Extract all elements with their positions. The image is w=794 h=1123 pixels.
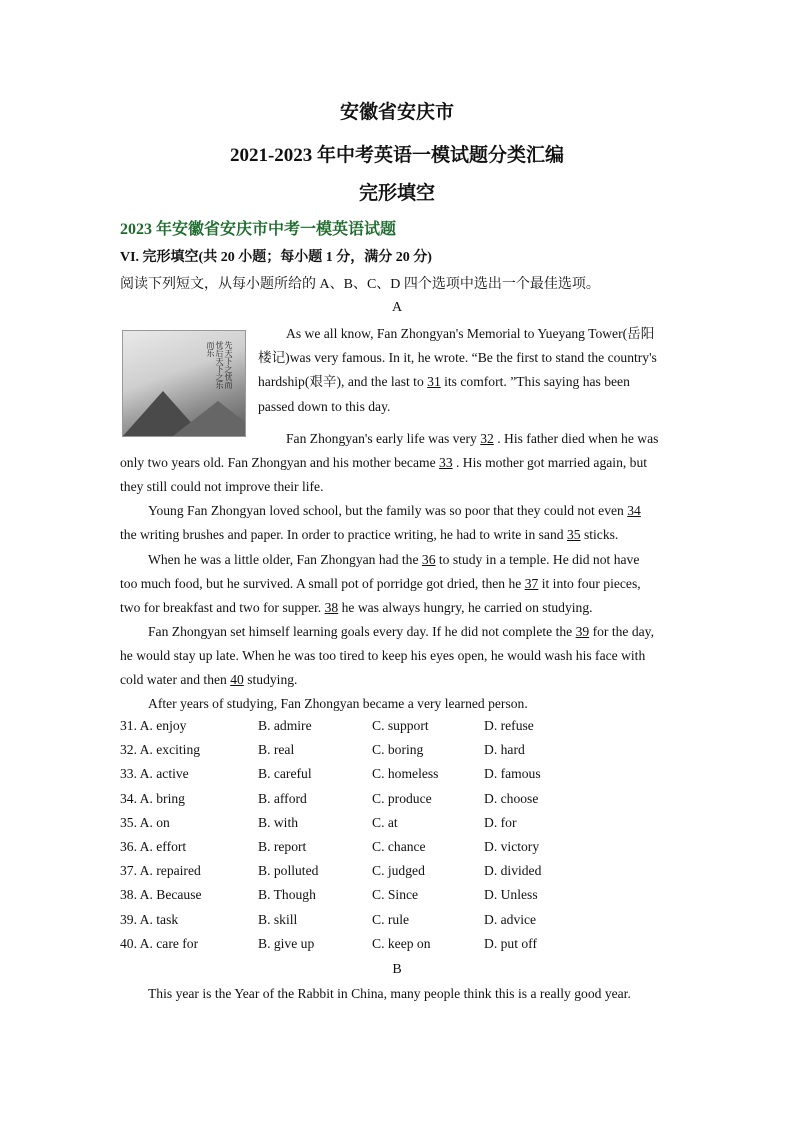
p1-line: As we all know, Fan Zhongyan's Memorial to Yueyang Tower(岳阳 [286,326,655,341]
calligraphy-text: 先天下之忧而忧后天下之乐而乐 [206,341,233,389]
blank-37: 37 [524,576,539,592]
blank-40: 40 [230,672,244,688]
option-35-d: D. for [484,814,517,830]
blank-33: 33 [439,455,453,470]
paragraph-5: Fan Zhongyan set himself learning goals every day. If he did not complete the 39 for the day, he would stay up late. When he was too tired to keep his eyes open, he would wash his face with cold water and then 40 studying. [120,624,654,688]
doc-title-type: 完形填空 [358,183,435,204]
section-subheading: VI. 完形填空(共 20 小题；每小题 1 分，满分 20 分) [120,250,432,265]
paragraph-2-line1: Fan Zhongyan's early life was very 32 . His father died when he was [286,431,659,446]
option-34-b: B. afford [258,790,307,806]
option-33-c: C. homeless [372,766,439,782]
p1-line: 楼记)was very famous. In it, he wrote. “Be the first to stand the country's [258,350,657,366]
option-38-c: C. Since [372,887,419,903]
option-40-d: D. put off [484,935,537,951]
option-31-a: 31. A. enjoy [120,718,187,733]
option-36-c: C. chance [372,839,426,854]
option-32-c: C. boring [372,742,424,758]
option-33-a: 33. A. active [120,766,189,782]
option-31-d: D. refuse [484,718,534,733]
blank-35: 35 [566,527,581,543]
option-40-c: C. keep on [372,935,431,951]
blank-36: 36 [421,552,436,567]
option-34-a: 34. A. bring [120,790,185,806]
option-37-c: C. judged [372,863,425,879]
option-39-d: D. advice [484,911,537,927]
blank-31: 31 [427,374,441,390]
blank-38: 38 [324,600,339,616]
passage-b-first-line: This year is the Year of the Rabbit in China, many people think this is a really good year. [148,986,631,1001]
paragraph-6: After years of studying, Fan Zhongyan became a very learned person. [148,696,528,711]
option-36-b: B. report [258,839,307,854]
option-31-c: C. support [372,718,429,733]
passage-label-a: A [391,300,403,315]
option-37-b: B. polluted [258,863,319,879]
paragraph-4: When he was a little older, Fan Zhongyan had the 36 to study in a temple. He did not have too much food, but he survived. A small pot of porridge got dried, then he 37 it into four pieces, two for breakfast and two for supper. 38 he was always hungry, he carried on studying. [120,552,641,616]
option-34-c: C. produce [372,790,432,806]
doc-title-range: 2021-2023 年中考英语一模试题分类汇编 [229,145,565,166]
p1-line: hardship(艰辛), and the last to 31 its comfort. ”This saying has been [258,374,630,390]
option-40-a: 40. A. care for [120,935,199,951]
doc-title-region: 安徽省安庆市 [339,102,454,123]
option-36-d: D. victory [484,839,540,854]
option-39-b: B. skill [258,911,298,927]
option-33-b: B. careful [258,766,312,782]
passage-label-b: B [392,962,402,977]
option-37-d: D. divided [484,863,542,879]
paragraph-3: Young Fan Zhongyan loved school, but the family was so poor that they could not even 34 the writing brushes and paper. In order to practice writing, he had to write in sand 35 sticks. [120,503,641,543]
option-36-a: 36. A. effort [120,839,187,854]
blank-39: 39 [575,624,590,639]
option-33-d: D. famous [484,766,541,782]
instruction: 阅读下列短文，从每小题所给的 A、B、C、D 四个选项中选出一个最佳选项。 [120,277,600,292]
option-39-a: 39. A. task [120,911,179,927]
option-31-b: B. admire [258,718,312,733]
option-35-c: C. at [372,814,398,830]
mountain-shape [173,401,246,436]
section-heading: 2023 年安徽省安庆市中考一模英语试题 [120,221,397,238]
option-38-b: B. Though [258,887,316,903]
paragraph-2: only two years old. Fan Zhongyan and his mother became 33 . His mother got married again, but they still could not improve their life. [120,455,648,495]
option-32-b: B. real [258,742,295,758]
option-32-d: D. hard [484,742,525,758]
option-40-b: B. give up [258,935,315,951]
p1-line: passed down to this day. [258,398,391,414]
option-32-a: 32. A. exciting [120,742,201,758]
option-37-a: 37. A. repaired [120,863,201,879]
option-34-d: D. choose [484,790,539,806]
option-35-b: B. with [258,814,299,830]
blank-34: 34 [627,503,641,518]
option-38-a: 38. A. Because [120,887,202,903]
calligraphy-image [122,330,246,437]
blank-32: 32 [480,431,494,446]
option-39-c: C. rule [372,911,409,927]
option-35-a: 35. A. on [120,814,170,830]
paragraph-1 [258,322,674,419]
option-38-d: D. Unless [484,887,538,903]
